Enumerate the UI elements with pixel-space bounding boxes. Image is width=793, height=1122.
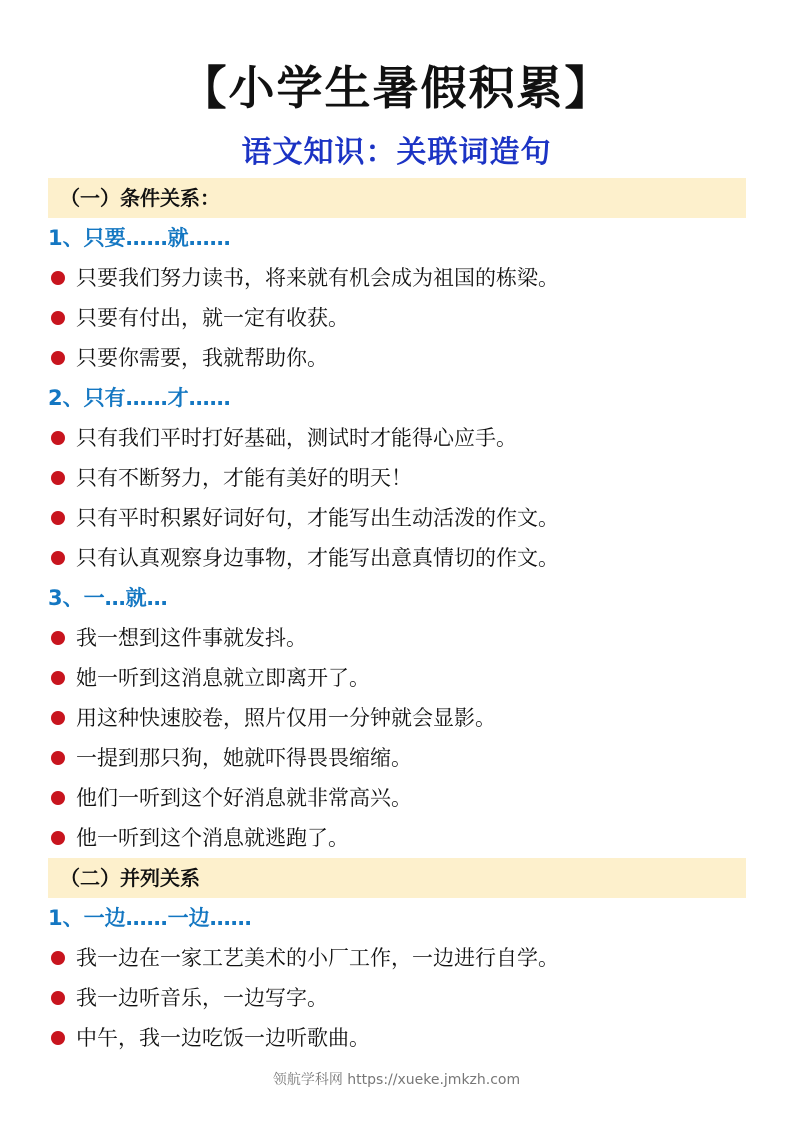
bullet-icon (51, 671, 65, 685)
bullet-icon (51, 751, 65, 765)
sentence-item (48, 458, 746, 498)
sentence-text: 只有认真观察身边事物，才能写出意真情切的作文。 (76, 546, 559, 570)
sentence-text: 只有平时积累好词好句，才能写出生动活泼的作文。 (76, 506, 559, 530)
group-heading: 1、一边……一边…… (48, 906, 252, 930)
sentence-item (48, 818, 746, 858)
sentence-item (48, 618, 746, 658)
sentence-item (48, 498, 746, 538)
sentence-text: 我一边听音乐，一边写字。 (76, 986, 328, 1010)
sentence-text: 只有不断努力，才能有美好的明天！ (76, 466, 412, 490)
sentence-item (48, 698, 746, 738)
sentence-item (48, 258, 746, 298)
sentence-item (48, 938, 746, 978)
section-heading: （一）条件关系： (48, 178, 746, 218)
bullet-icon (51, 431, 65, 445)
bullet-icon (51, 991, 65, 1005)
sentence-item (48, 658, 746, 698)
group-heading: 1、只要……就…… (48, 226, 231, 250)
sentence-text: 一提到那只狗，她就吓得畏畏缩缩。 (76, 746, 412, 770)
sentence-item (48, 338, 746, 378)
sentence-item (48, 1018, 746, 1058)
sentence-text: 只要你需要，我就帮助你。 (76, 346, 328, 370)
bullet-icon (51, 471, 65, 485)
bullet-icon (51, 951, 65, 965)
bullet-icon (51, 311, 65, 325)
sentence-text: 她一听到这消息就立即离开了。 (76, 666, 370, 690)
content-area (48, 178, 746, 1058)
sentence-text: 他们一听到这个好消息就非常高兴。 (76, 786, 412, 810)
sentence-text: 只要我们努力读书，将来就有机会成为祖国的栋梁。 (76, 266, 559, 290)
bullet-icon (51, 631, 65, 645)
sentence-item (48, 778, 746, 818)
sentence-text: 我一想到这件事就发抖。 (76, 626, 307, 650)
bullet-icon (51, 271, 65, 285)
sentence-text: 只要有付出，就一定有收获。 (76, 306, 349, 330)
sentence-text: 他一听到这个消息就逃跑了。 (76, 826, 349, 850)
footer-watermark: 领航学科网 https://xueke.jmkzh.com (272, 1072, 521, 1088)
bullet-icon (51, 1031, 65, 1045)
bullet-icon (51, 551, 65, 565)
bullet-icon (51, 791, 65, 805)
sentence-text: 我一边在一家工艺美术的小厂工作，一边进行自学。 (76, 946, 559, 970)
sentence-item (48, 738, 746, 778)
sentence-text: 用这种快速胶卷，照片仅用一分钟就会显影。 (76, 706, 496, 730)
sentence-item (48, 418, 746, 458)
sentence-text: 中午，我一边吃饭一边听歌曲。 (76, 1026, 370, 1050)
sentence-text: 只有我们平时打好基础，测试时才能得心应手。 (76, 426, 517, 450)
group-heading: 3、一…就… (48, 586, 168, 610)
bullet-icon (51, 711, 65, 725)
page-subtitle: 语文知识：关联词造句 (241, 135, 552, 170)
sentence-item (48, 298, 746, 338)
page-title: 【小学生暑假积累】 (180, 61, 613, 115)
sentence-item (48, 538, 746, 578)
bullet-icon (51, 351, 65, 365)
bullet-icon (51, 511, 65, 525)
group-heading: 2、只有……才…… (48, 386, 231, 410)
sentence-item (48, 978, 746, 1018)
bullet-icon (51, 831, 65, 845)
section-heading: （二）并列关系 (48, 858, 746, 898)
